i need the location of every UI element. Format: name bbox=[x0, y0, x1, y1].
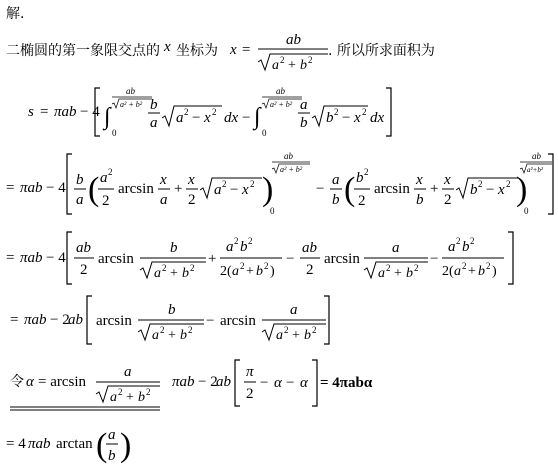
svg-text:2: 2 bbox=[190, 263, 195, 273]
svg-text:b: b bbox=[108, 448, 116, 464]
svg-text:b: b bbox=[300, 58, 307, 73]
svg-text:2: 2 bbox=[264, 261, 269, 271]
svg-text:2: 2 bbox=[486, 261, 491, 271]
svg-text:a: a bbox=[276, 328, 283, 343]
svg-text:dx: dx bbox=[370, 110, 385, 126]
svg-text:ab: ab bbox=[76, 240, 91, 256]
svg-text:0: 0 bbox=[112, 128, 117, 138]
svg-text:πab: πab bbox=[54, 104, 77, 120]
svg-text:πab: πab bbox=[20, 250, 43, 266]
svg-text:−: − bbox=[316, 181, 325, 197]
svg-text:− 2: − 2 bbox=[50, 312, 70, 328]
svg-text:a: a bbox=[454, 264, 461, 279]
equation-5 bbox=[0, 356, 558, 412]
svg-text:ab: ab bbox=[216, 374, 231, 390]
svg-text:b: b bbox=[182, 266, 189, 281]
let-word: 令 bbox=[10, 375, 24, 390]
svg-text:− 4: − 4 bbox=[80, 104, 100, 120]
svg-text:x: x bbox=[230, 42, 237, 58]
svg-text:∫: ∫ bbox=[104, 104, 111, 130]
svg-text:2: 2 bbox=[462, 261, 467, 271]
svg-text:ab: ab bbox=[286, 32, 301, 48]
svg-text:2: 2 bbox=[280, 55, 285, 65]
svg-text:0: 0 bbox=[270, 206, 275, 216]
svg-text:2: 2 bbox=[246, 386, 254, 402]
svg-text:b: b bbox=[416, 192, 424, 208]
svg-text:2: 2 bbox=[334, 107, 339, 117]
svg-text:α: α bbox=[300, 375, 308, 391]
intro-text-before: 二椭圆的第一象限交点的 bbox=[6, 43, 160, 59]
svg-text:arctan: arctan bbox=[56, 436, 93, 452]
svg-text:): ) bbox=[492, 264, 497, 279]
svg-text:x: x bbox=[204, 110, 211, 126]
svg-text:0: 0 bbox=[262, 128, 267, 138]
svg-text:=: = bbox=[40, 104, 49, 120]
svg-text:+: + bbox=[168, 328, 176, 343]
svg-text:2: 2 bbox=[250, 179, 255, 189]
svg-text:): ) bbox=[516, 171, 528, 208]
svg-text:2: 2 bbox=[118, 387, 123, 397]
svg-text:2: 2 bbox=[160, 325, 165, 335]
svg-text:πab: πab bbox=[172, 374, 195, 390]
svg-text:−: − bbox=[286, 375, 295, 391]
svg-text:2: 2 bbox=[386, 263, 391, 273]
svg-text:−: − bbox=[286, 251, 295, 267]
svg-text:a: a bbox=[100, 170, 108, 186]
svg-text:a² + b²: a² + b² bbox=[280, 165, 303, 174]
svg-text:=: = bbox=[10, 312, 19, 328]
svg-text:2: 2 bbox=[146, 387, 151, 397]
svg-text:arcsin: arcsin bbox=[324, 251, 360, 267]
svg-text:a: a bbox=[150, 115, 158, 131]
svg-text:x: x bbox=[160, 172, 167, 188]
svg-text:(: ( bbox=[96, 427, 108, 464]
svg-text:b: b bbox=[138, 390, 145, 405]
svg-text:2: 2 bbox=[308, 55, 313, 65]
svg-text:2: 2 bbox=[444, 192, 452, 208]
svg-text:−: − bbox=[192, 110, 201, 126]
svg-text:+: + bbox=[170, 266, 178, 281]
svg-text:b: b bbox=[150, 97, 158, 113]
svg-text:= 4: = 4 bbox=[6, 436, 26, 452]
svg-text:a: a bbox=[214, 182, 222, 198]
svg-text:+: + bbox=[292, 328, 300, 343]
heading-dot: . bbox=[20, 6, 25, 22]
svg-text:2: 2 bbox=[456, 236, 461, 246]
svg-text:2: 2 bbox=[284, 325, 289, 335]
svg-text:arcsin: arcsin bbox=[96, 313, 132, 329]
svg-text:−: − bbox=[430, 251, 439, 267]
svg-text:): ) bbox=[262, 171, 274, 208]
svg-text:2: 2 bbox=[478, 179, 483, 189]
svg-text:π: π bbox=[246, 364, 254, 380]
svg-text:α: α bbox=[26, 374, 34, 390]
svg-text:2: 2 bbox=[184, 107, 189, 117]
svg-text:∫: ∫ bbox=[254, 104, 261, 130]
svg-text:b: b bbox=[256, 264, 263, 279]
svg-text:b: b bbox=[76, 172, 84, 188]
svg-text:a: a bbox=[176, 110, 184, 126]
svg-text:α: α bbox=[274, 375, 282, 391]
svg-text:2: 2 bbox=[414, 263, 419, 273]
svg-text:a: a bbox=[76, 192, 84, 208]
svg-text:a²+b²: a²+b² bbox=[527, 166, 543, 174]
svg-text:− 4: − 4 bbox=[46, 250, 66, 266]
svg-text:a: a bbox=[300, 97, 308, 113]
svg-text:s: s bbox=[28, 104, 34, 120]
svg-text:+: + bbox=[126, 390, 134, 405]
svg-text:2: 2 bbox=[188, 325, 193, 335]
svg-text:a: a bbox=[110, 390, 117, 405]
svg-text:−: − bbox=[486, 182, 495, 198]
svg-text:−: − bbox=[260, 375, 269, 391]
svg-text:=: = bbox=[242, 42, 251, 58]
intro-text-end: . 所以所求面积为 bbox=[328, 43, 435, 59]
svg-text:a: a bbox=[272, 58, 279, 73]
svg-text:a² + b²: a² + b² bbox=[270, 100, 293, 109]
svg-text:ab: ab bbox=[302, 240, 317, 256]
result-bold: = 4πabα bbox=[320, 375, 373, 391]
svg-text:x: x bbox=[354, 110, 361, 126]
svg-text:b: b bbox=[180, 328, 187, 343]
svg-text:2: 2 bbox=[80, 262, 88, 278]
svg-text:2: 2 bbox=[248, 236, 253, 246]
svg-text:ab: ab bbox=[284, 151, 293, 161]
svg-text:a: a bbox=[108, 427, 116, 443]
svg-text:b: b bbox=[356, 170, 364, 186]
svg-text:arcsin: arcsin bbox=[374, 181, 410, 197]
svg-text:2: 2 bbox=[312, 325, 317, 335]
svg-text:2: 2 bbox=[306, 262, 314, 278]
svg-text:+: + bbox=[246, 264, 254, 279]
svg-text:−: − bbox=[342, 110, 351, 126]
svg-text:arcsin: arcsin bbox=[220, 313, 256, 329]
svg-text:2: 2 bbox=[358, 193, 366, 209]
svg-text:2: 2 bbox=[188, 192, 196, 208]
svg-text:arcsin: arcsin bbox=[98, 251, 134, 267]
svg-text:b: b bbox=[326, 110, 334, 126]
svg-text:+: + bbox=[394, 266, 402, 281]
svg-text:b: b bbox=[300, 115, 308, 131]
svg-text:πab: πab bbox=[24, 312, 47, 328]
equation-2 bbox=[0, 150, 558, 220]
svg-text:arcsin: arcsin bbox=[118, 181, 154, 197]
svg-text:b: b bbox=[168, 302, 176, 318]
svg-text:2: 2 bbox=[102, 193, 110, 209]
svg-text:a: a bbox=[378, 266, 385, 281]
equation-6 bbox=[0, 418, 558, 470]
svg-text:a: a bbox=[332, 172, 340, 188]
intro-text-after: 坐标为 bbox=[176, 43, 218, 59]
equation-3 bbox=[0, 228, 558, 288]
svg-text:2: 2 bbox=[222, 179, 227, 189]
heading-text: 解 bbox=[6, 6, 20, 22]
svg-text:a: a bbox=[226, 239, 234, 255]
svg-text:2: 2 bbox=[506, 179, 511, 189]
svg-text:b: b bbox=[240, 239, 248, 255]
heading bbox=[6, 3, 24, 23]
svg-text:2(: 2( bbox=[220, 264, 232, 279]
svg-text:x: x bbox=[242, 182, 249, 198]
svg-text:(: ( bbox=[344, 171, 356, 208]
svg-text:b: b bbox=[304, 328, 311, 343]
intro-var-x: x bbox=[164, 39, 171, 55]
svg-text:+: + bbox=[468, 264, 476, 279]
svg-text:ab: ab bbox=[532, 151, 541, 161]
svg-text:ab: ab bbox=[68, 312, 83, 328]
svg-text:b: b bbox=[406, 266, 413, 281]
svg-text:+: + bbox=[430, 181, 439, 197]
svg-text:2: 2 bbox=[240, 261, 245, 271]
svg-text:b: b bbox=[170, 240, 178, 256]
svg-text:−: − bbox=[242, 110, 251, 126]
svg-text:dx: dx bbox=[224, 110, 239, 126]
svg-text:b: b bbox=[470, 182, 478, 198]
svg-text:a: a bbox=[154, 266, 161, 281]
svg-text:πab: πab bbox=[28, 436, 51, 452]
svg-text:(: ( bbox=[88, 171, 100, 208]
svg-text:): ) bbox=[120, 427, 132, 464]
svg-text:2: 2 bbox=[364, 167, 369, 177]
svg-text:2: 2 bbox=[362, 107, 367, 117]
svg-text:=: = bbox=[6, 180, 15, 196]
svg-text:b: b bbox=[462, 239, 470, 255]
svg-text:a: a bbox=[392, 240, 400, 256]
svg-text:a² + b²: a² + b² bbox=[120, 100, 143, 109]
svg-text:+: + bbox=[288, 58, 296, 73]
svg-text:ab: ab bbox=[276, 86, 285, 96]
svg-text:2(: 2( bbox=[442, 264, 454, 279]
equation-1 bbox=[0, 82, 558, 142]
svg-text:−: − bbox=[230, 182, 239, 198]
svg-text:2: 2 bbox=[108, 167, 113, 177]
svg-text:x: x bbox=[416, 172, 423, 188]
svg-text:a: a bbox=[290, 302, 298, 318]
svg-text:− 2: − 2 bbox=[198, 374, 218, 390]
svg-text:a: a bbox=[448, 239, 456, 255]
svg-text:b: b bbox=[332, 192, 340, 208]
svg-text:πab: πab bbox=[20, 180, 43, 196]
svg-text:x: x bbox=[444, 172, 451, 188]
svg-text:x: x bbox=[498, 182, 505, 198]
svg-text:+: + bbox=[174, 181, 183, 197]
equation-4 bbox=[0, 292, 558, 348]
svg-text:b: b bbox=[478, 264, 485, 279]
svg-text:a: a bbox=[232, 264, 239, 279]
svg-text:a: a bbox=[152, 328, 159, 343]
svg-text:a: a bbox=[160, 192, 168, 208]
svg-text:+: + bbox=[208, 251, 217, 267]
svg-text:2: 2 bbox=[234, 236, 239, 246]
svg-text:− 4: − 4 bbox=[46, 180, 66, 196]
svg-text:ab: ab bbox=[126, 86, 135, 96]
svg-text:): ) bbox=[270, 264, 275, 279]
svg-text:2: 2 bbox=[212, 107, 217, 117]
svg-text:0: 0 bbox=[524, 206, 529, 216]
svg-text:=: = bbox=[6, 250, 15, 266]
svg-text:−: − bbox=[206, 313, 215, 329]
svg-text:x: x bbox=[188, 172, 195, 188]
svg-text:= arcsin: = arcsin bbox=[38, 374, 87, 390]
intro-formula bbox=[228, 28, 338, 74]
svg-text:a: a bbox=[124, 364, 132, 380]
svg-text:2: 2 bbox=[162, 263, 167, 273]
svg-text:2: 2 bbox=[470, 236, 475, 246]
